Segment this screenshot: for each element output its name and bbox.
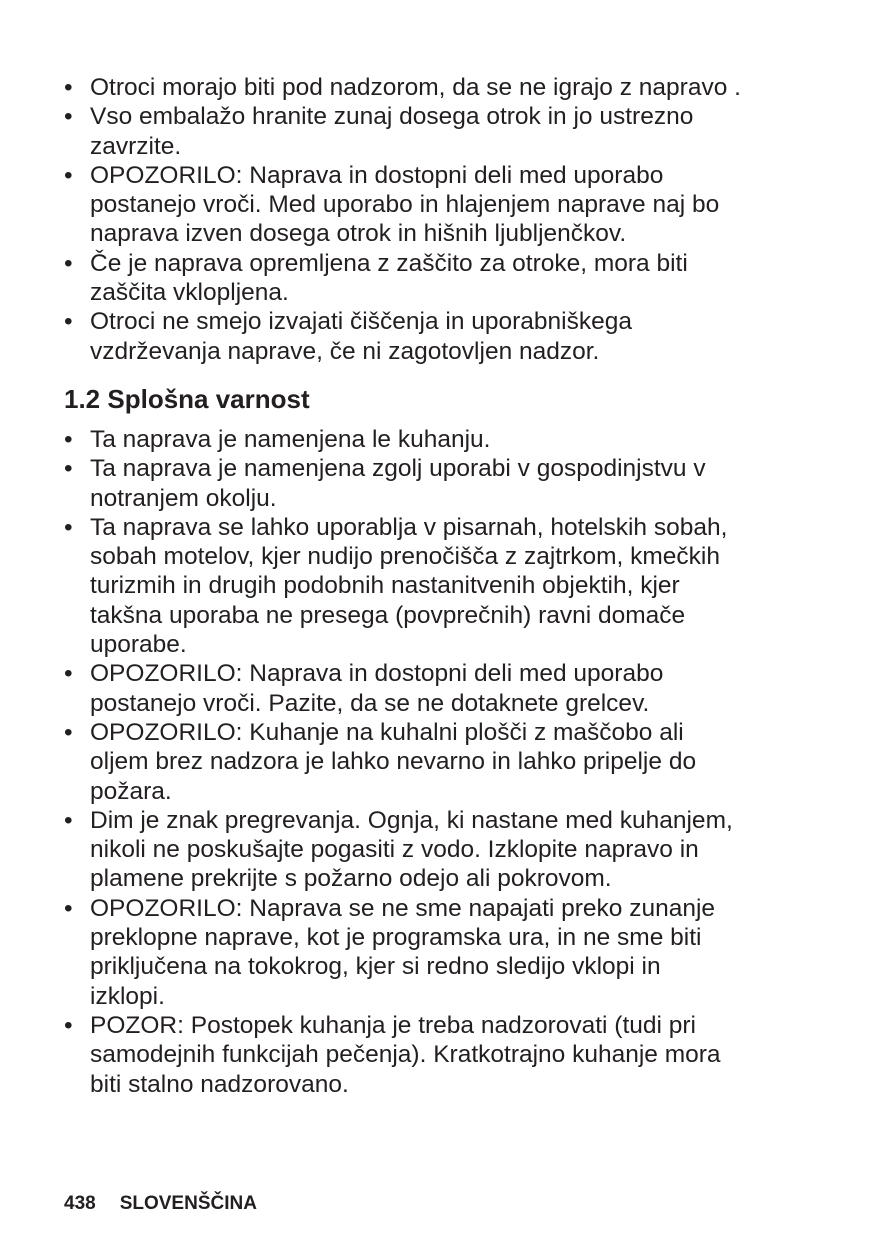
list-item-text-line: OPOZORILO: Naprava in dostopni deli med uporabo: [90, 161, 664, 189]
list-item: [0, 806, 875, 894]
list-item-text-line: notranjem okolju.: [90, 484, 277, 512]
list-item-text-line: Vso embalažo hranite zunaj dosega otrok in jo ustrezno: [90, 103, 694, 131]
list-item: [0, 659, 875, 718]
list-item-text-line: POZOR: Postopek kuhanja je treba nadzorovati (tudi pri: [90, 1011, 697, 1039]
list-item: [0, 249, 875, 308]
list-item-text-line: OPOZORILO: Naprava in dostopni deli med uporabo: [90, 660, 664, 688]
list-item-text-line: Ta naprava se lahko uporablja v pisarnah, hotelskih sobah,: [90, 513, 728, 541]
bullet-icon: •: [64, 718, 73, 746]
list-item: [0, 307, 875, 366]
list-item-text-line: požara.: [90, 777, 172, 805]
list-item-text-line: Otroci ne smejo izvajati čiščenja in uporabniškega: [90, 308, 632, 336]
list-item-text-line: biti stalno nadzorovano.: [90, 1070, 349, 1098]
list-item: [0, 425, 875, 454]
list-item: [0, 161, 875, 249]
intro-bullet-list: [0, 73, 875, 366]
page-footer: [64, 1193, 281, 1215]
list-item-text-line: Dim je znak pregrevanja. Ognja, ki nastane med kuhanjem,: [90, 806, 733, 834]
list-item: [0, 1011, 875, 1099]
list-item-text-line: nikoli ne poskušajte pogasiti z vodo. Izklopite napravo in: [90, 836, 699, 864]
bullet-icon: •: [64, 103, 73, 131]
list-item-text-line: oljem brez nadzora je lahko nevarno in lahko pripelje do: [90, 748, 697, 776]
bullet-icon: •: [64, 1011, 73, 1039]
list-item: [0, 454, 875, 513]
bullet-icon: •: [64, 426, 73, 453]
bullet-icon: •: [64, 161, 73, 189]
list-item-text-line: postanejo vroči. Pazite, da se ne dotaknete grelcev.: [90, 689, 650, 717]
list-item-text-line: OPOZORILO: Naprava se ne sme napajati preko zunanje: [90, 894, 716, 922]
list-item-text-line: OPOZORILO: Kuhanje na kuhalni plošči z maščobo ali: [90, 718, 684, 746]
list-item-text-line: izklopi.: [90, 982, 165, 1010]
general-safety-bullet-list: [0, 425, 875, 1099]
list-item: [0, 513, 875, 659]
list-item-text-line: samodejnih funkcijah pečenja). Kratkotrajno kuhanje mora: [90, 1041, 721, 1069]
bullet-icon: •: [64, 455, 73, 483]
list-item-text-line: uporabe.: [90, 631, 187, 659]
list-item-text-line: zavrzite.: [90, 132, 182, 160]
list-item: [0, 102, 875, 161]
list-item-text-line: postanejo vroči. Med uporabo in hlajenjem naprave naj bo: [90, 191, 720, 219]
footer-language: SLOVENŠČINA: [119, 1193, 257, 1214]
list-item-text-line: priključena na tokokrog, kjer si redno sledijo vklopi in: [90, 953, 661, 981]
list-item-text-line: naprava izven dosega otrok in hišnih ljubljenčkov.: [90, 220, 627, 248]
page-number: 438: [64, 1193, 96, 1214]
list-item-text-line: turizmih in drugih podobnih nastanitvenih objektih, kjer: [90, 572, 680, 600]
list-item-text-line: vzdrževanja naprave, če ni zagotovljen nadzor.: [90, 337, 600, 365]
list-item: [0, 73, 875, 102]
bullet-icon: •: [64, 894, 73, 922]
list-item: [0, 718, 875, 806]
bullet-icon: •: [64, 249, 73, 277]
list-item-text-line: Otroci morajo biti pod nadzorom, da se ne igrajo z napravo .: [90, 74, 741, 101]
list-item: [0, 894, 875, 1011]
bullet-icon: •: [64, 660, 73, 688]
section-heading: 1.2 Splošna varnost: [64, 384, 310, 414]
list-item-text-line: sobah motelov, kjer nudijo prenočišča z zajtrkom, kmečkih: [90, 543, 721, 571]
list-item-text-line: Če je naprava opremljena z zaščito za otroke, mora biti: [90, 249, 688, 277]
list-item-text-line: Ta naprava je namenjena zgolj uporabi v gospodinjstvu v: [90, 455, 706, 483]
list-item-text-line: zaščita vklopljena.: [90, 279, 289, 307]
bullet-icon: •: [64, 806, 73, 834]
list-item-text-line: preklopne naprave, kot je programska ura, in ne sme biti: [90, 924, 702, 952]
bullet-icon: •: [64, 74, 73, 101]
list-item-text-line: takšna uporaba ne presega (povprečnih) ravni domače: [90, 601, 686, 629]
bullet-icon: •: [64, 513, 73, 541]
bullet-icon: •: [64, 308, 73, 336]
list-item-text-line: Ta naprava je namenjena le kuhanju.: [90, 426, 491, 453]
list-item-text-line: plamene prekrijte s požarno odejo ali pokrovom.: [90, 865, 612, 893]
